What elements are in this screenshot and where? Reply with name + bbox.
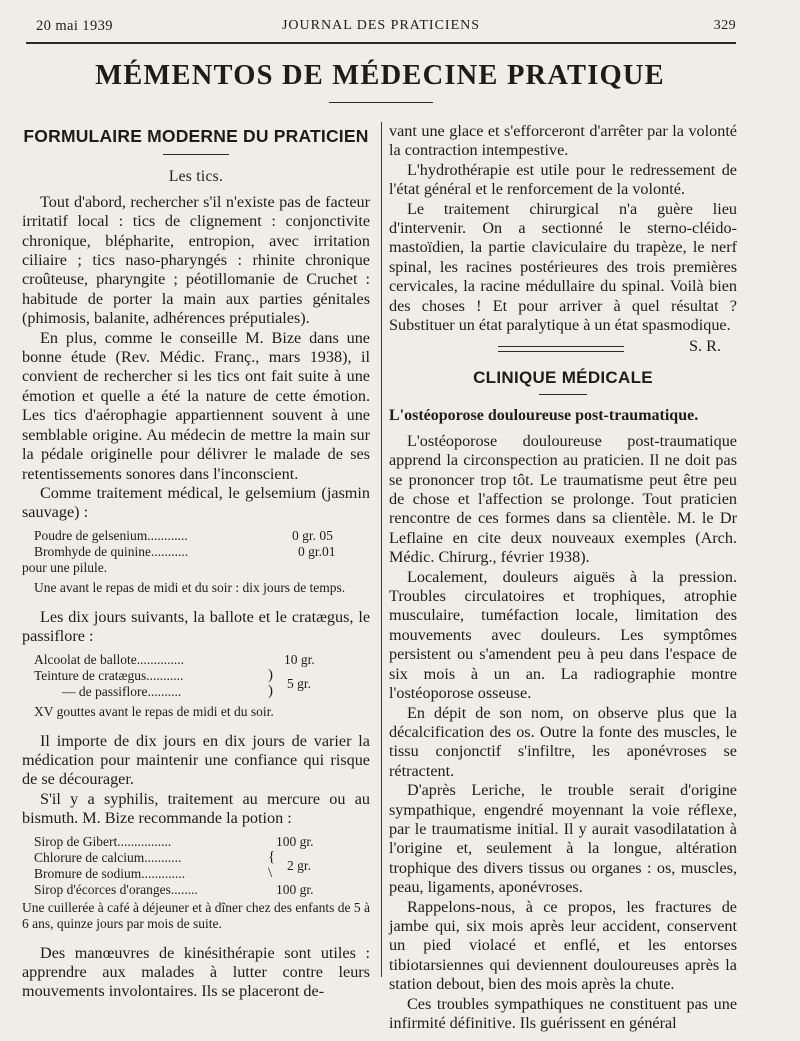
paragraph: S'il y a syphilis, traitement au mercure ou au bismuth. M. Bize recommande la potion : (22, 789, 370, 828)
prescription-qty: 0 gr.01 (298, 543, 336, 559)
prescription-item: Bromure de sodium............. (34, 865, 186, 881)
prescription-item: Teinture de cratægus........... (34, 667, 184, 683)
prescription-qty: 10 gr. (284, 651, 315, 667)
prescription-line (22, 652, 370, 668)
paragraph: En dépit de son nom, on observe plus que la décalcification des os. Outre la fonte des muscles, le tissu conjonctif s'infiltre, les aponévroses se rétractent. (389, 703, 737, 780)
brace-icon: ) (268, 682, 273, 699)
prescription-1 (22, 528, 370, 596)
prescription-instructions: Une avant le repas de midi et du soir : dix jours de temps. (34, 579, 346, 595)
section-title-formulaire: FORMULAIRE MODERNE DU PRATICIEN (23, 126, 369, 146)
prescription-qty: 100 gr. (276, 881, 314, 897)
signature: S. R. (689, 337, 721, 356)
section-rule (163, 154, 229, 155)
prescription-line (22, 560, 370, 576)
paragraph: vant une glace et s'efforceront d'arrêter par la volonté la contraction intempestive. (389, 122, 737, 160)
paragraph: Tout d'abord, rechercher s'il n'existe pas de facteur irritatif local : tics de clignement : conjonctivite chronique, blépharite, entropion, avec irritation ciliaire ; tics naso-pharyngés : rhinite chronique croûteuse, pharyngite ; péotillomanie de Cruchet : habitude de porter la main aux parties génitales (phimosis, balanite, adhérences préputiales). (22, 192, 370, 328)
running-header (26, 14, 736, 44)
column-divider (381, 122, 382, 977)
header-date: 20 mai 1939 (36, 18, 113, 34)
prescription-instructions: XV gouttes avant le repas de midi et du soir. (34, 703, 274, 719)
prescription-item: — de passiflore.......... (62, 683, 182, 699)
prescription-line (22, 668, 370, 684)
prescription-line (22, 850, 370, 866)
brace-icon: \ (268, 864, 273, 881)
double-rule (498, 346, 624, 352)
paragraph: Des manœuvres de kinésithérapie sont utiles : apprendre aux malades à lutter contre leurs mouvements involontaires. Ils se placeront de- (22, 943, 370, 1001)
paragraph: D'après Leriche, le trouble serait d'origine sympathique, engendré moyennant la voie réflexe, par le traumatisme initial. Il y aurait vasodilatation à l'origine et, seulement à la longue, altération trophique des divers tissus ou organes : os, muscles, peau, ligaments, aponévroses. (389, 781, 737, 897)
prescription-note: pour une pilule. (22, 559, 108, 575)
article-title: L'ostéoporose douloureuse post-traumatique. (389, 407, 699, 425)
paragraph: Les dix jours suivants, la ballote et le cratægus, le passiflore : (22, 607, 370, 646)
prescription-item: Chlorure de calcium........... (34, 849, 182, 865)
paragraph: Rappelons-nous, à ce propos, les fractures de jambe qui, six mois après leur accident, conservent un pied violacé et enflé, et les entorses tibiotarsiennes qui deviennent douloureuses après la station debout, bien des mois après la chute. (389, 897, 737, 994)
prescription-item: Sirop de Gibert................ (34, 833, 172, 849)
prescription-3 (22, 834, 370, 932)
header-journal: JOURNAL DES PRATICIENS (281, 18, 481, 33)
prescription-line (22, 544, 370, 560)
prescription-line (22, 882, 370, 898)
right-column-article (389, 368, 737, 1033)
prescription-line (22, 528, 370, 544)
paragraph: Le traitement chirurgical n'a guère lieu d'intervenir. On a sectionné le sterno-cléido-mastoïdien, la partie claviculaire du trapèze, le nerf spinal, les racines postérieures des trois premières cervicales, la racine médullaire du spinal. Voilà bien des choses ! Et pour arriver à quel résultat ? Substituer un état paralytique à un état spasmodique. (389, 199, 737, 335)
prescription-2 (22, 652, 370, 720)
prescription-item: Alcoolat de ballote.............. (34, 651, 184, 667)
brace-icon: { (268, 848, 276, 865)
header-page-number: 329 (713, 18, 736, 33)
prescription-item: Bromhyde de quinine........... (34, 543, 189, 559)
paragraph: Ces troubles sympathiques ne constituent pas une infirmité définitive. Ils guérissent en général (389, 994, 737, 1032)
paragraph: Localement, douleurs aiguës à la pression. Troubles circulatoires et trophiques, atrophie musculaire, tuméfaction locale, limitation des mouvements avec douleurs. Les symptômes persistent ou s'amendent peu à peu dans l'espace de six mois à un an. La radiographie montre l'ostéoporose osseuse. (389, 567, 737, 703)
main-title: MÉMENTOS DE MÉDECINE PRATIQUE (95, 60, 665, 91)
prescription-qty: 2 gr. (287, 857, 312, 873)
prescription-item: Poudre de gelsenium............ (34, 527, 188, 543)
prescription-qty: 0 gr. 05 (292, 527, 333, 543)
title-rule (329, 102, 433, 103)
section-title-clinique: CLINIQUE MÉDICALE (473, 368, 653, 387)
right-column (389, 122, 737, 357)
section-rule (539, 394, 587, 395)
paragraph: Comme traitement médical, le gelsemium (jasmin sauvage) : (22, 483, 370, 522)
paragraph: L'ostéoporose douloureuse post-traumatique apprend la circonspection au praticien. Il ne doit pas se prononcer trop tôt. Le traumatisme peut être peu de chose et l'affection se prolonge. Tout praticien rencontre de ces formes dans sa clientèle. M. le Dr Leflaine en cite deux nouveaux exemples (Arch. Médic. Chirurg., février 1938). (389, 431, 737, 567)
prescription-qty: 5 gr. (287, 675, 312, 691)
prescription-instructions: Une cuillerée à café à déjeuner et à dîner chez des enfants de 5 à 6 ans, quinze jours par mois de suite. (22, 899, 370, 931)
paragraph: Il importe de dix jours en dix jours de varier la médication pour maintenir une confiance qui risque de se décourager. (22, 731, 370, 789)
brace-icon: ) (268, 666, 273, 683)
prescription-item: Sirop d'écorces d'oranges........ (34, 881, 198, 897)
prescription-qty: 100 gr. (276, 833, 314, 849)
paragraph: L'hydrothérapie est utile pour le redressement de l'état général et le renforcement de la volonté. (389, 160, 737, 199)
prescription-line (22, 834, 370, 850)
paragraph: En plus, comme le conseille M. Bize dans une bonne étude (Rev. Médic. Franç., mars 1938), il convient de rechercher si les tics ont fait suite à une émotion et quelle a été la nature de cette émotion. Les tics d'aérophagie appartiennent souvent à une semblable origine. Au médecin de mettre la main sur la pédale originelle pour délivrer le malade de ses retentissements sonores dans l'inconscient. (22, 328, 370, 483)
subtitle-tics: Les tics. (168, 168, 224, 186)
prescription-line (22, 866, 370, 882)
prescription-line (22, 684, 370, 700)
left-column (22, 124, 370, 1002)
